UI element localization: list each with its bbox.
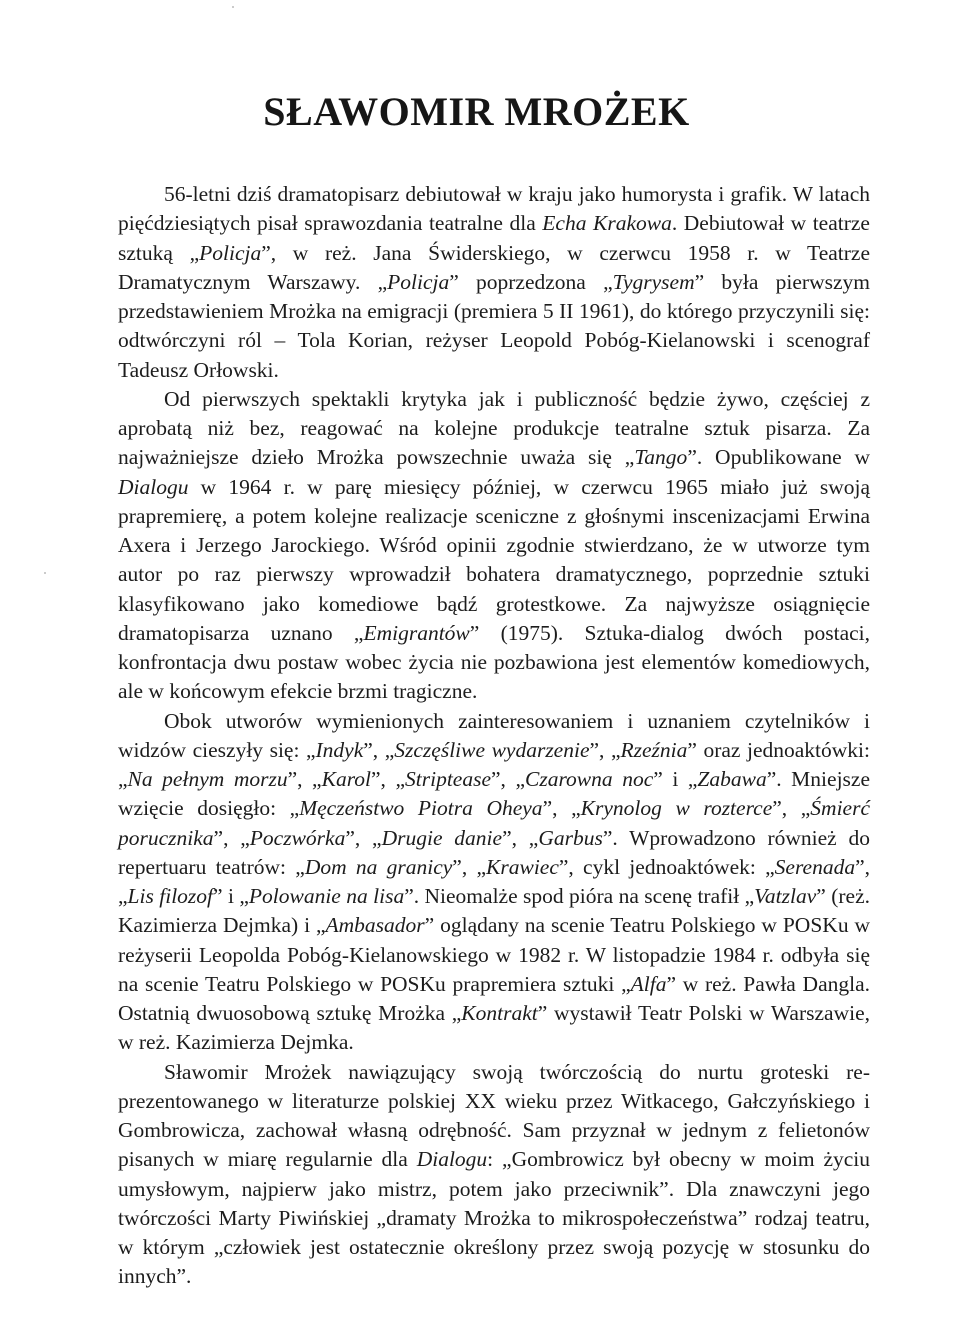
italic-run: Vatzlav (754, 884, 817, 908)
text-run: Od pierwszych spektakli krytyka jak i publiczność będzie żywo, częściej z aprobatą niż bez, reagować na kolejne produkcje teatralne sztuk pisarza. Za najważniejsze dzieło Mrożka powszechnie uważa się „ (118, 386, 870, 470)
italic-run: Kontrakt (461, 1001, 538, 1025)
text-run: ”. Nieomalże spod pióra na scenę trafił „ (404, 884, 755, 908)
italic-run: Serenada (774, 854, 856, 879)
text-run: ” i „ (213, 884, 249, 908)
italic-run: Indyk (315, 737, 364, 762)
text-run: 56-letni dziś dramatopisarz debiutował w kraju jako humorysta i grafik. W latach pięćdziesiątych pisał sprawozdania teatralne dla (118, 182, 870, 236)
page-title: SŁAWOMIR MROŻEK (263, 89, 690, 134)
italic-run: Dialogu (118, 474, 189, 499)
text-run: ”, „ (363, 737, 395, 762)
paragraph (118, 180, 870, 385)
italic-run: Policja (387, 269, 450, 294)
italic-run: Echa Krakowa (542, 211, 672, 236)
italic-run: Na pełnym morzu (127, 767, 288, 791)
italic-run: Ambasador (325, 913, 425, 938)
text-run: ” (1975). Sztuka-dialog dwóch postaci, konfrontacja dwu postaw wobec życia nie pozbawiona jest elementów komediowych, ale w końcowym efekcie brzmi tragiczne. (118, 620, 871, 704)
italic-run: Tango (634, 445, 688, 470)
italic-run: Dialogu (416, 1147, 488, 1172)
paragraph (118, 1058, 870, 1292)
italic-run: Szczęśliwe wydarzenie (394, 737, 590, 762)
italic-run: Lis filozof (127, 884, 214, 908)
text-run: Obok utworów wymienionych zainteresowaniem i uznaniem czytelników i widzów cieszyły się: „ (118, 708, 870, 762)
paragraph (118, 707, 870, 1058)
text-run: ” w reż. Pawła Dangla. Ostatnią dwuosobową sztukę Mrożka „ (118, 971, 870, 1025)
text-run: ”, „ (118, 854, 870, 908)
italic-run: Polowanie na lisa (248, 884, 405, 908)
text-run: ” oraz jednoaktówki: „ (118, 737, 870, 791)
italic-run: Emigrantów (363, 620, 470, 645)
italic-run: Policja (199, 240, 262, 265)
text-run: ” poprzedzona „ (449, 269, 613, 294)
italic-run: Striptease (405, 767, 492, 791)
italic-run: Męczeństwo Piotra Oheya (299, 796, 543, 821)
paragraph (118, 385, 870, 707)
text-run: ” wystawił Teatr Polski w Warszawie, w reż. Kazimierza Dejmka. (118, 1001, 870, 1055)
text-run: ” była pierwszym przedstawieniem Mrożka na emigracji (premiera 5 II 1961), do którego przyczynili się: odtwórczyni ról – Tola Korian, reżyser Leopold Pobóg-Kielanowski i scenograf Tadeusz Orłowski. (118, 269, 870, 382)
text-run: ”, „ (452, 854, 487, 879)
text-run: ”, „ (491, 767, 526, 791)
text-run: ”, cykl jednoaktówek: „ (558, 854, 775, 879)
italic-run: Tygrysem (612, 269, 695, 294)
italic-run: Dom na granicy (304, 854, 453, 879)
italic-run: Czarowna noc (525, 767, 654, 791)
text-run: ”. Mniejsze wzięcie dosięgło: „ (118, 767, 870, 821)
italic-run: Garbus (538, 825, 603, 850)
italic-run: Rzeźnia (620, 737, 688, 762)
scan-speck (232, 6, 234, 8)
scan-speck (44, 572, 46, 574)
text-run: ”, w reż. Jana Świderskiego, w czerwcu 1958 r. w Teatrze Dramatycznym Warszawy. „ (118, 240, 870, 294)
text-run: ”. Opublikowane w (687, 445, 871, 470)
italic-run: Alfa (630, 971, 667, 996)
italic-run: Śmierć porucznika (118, 796, 870, 850)
italic-run: Krawiec (486, 854, 559, 879)
text-run: ”, „ (589, 737, 621, 762)
text-run: ”, „ (345, 825, 382, 850)
text-run: : „Gombrowicz był obecny w moim życiu umysłowym, najpierw jako mistrz, potem jako przeciwnik”. Dla znawczyni jego twórczości Marty Piwińskiej „dramaty Mrożka to mikrospołeczeństwa” rodzaj teatru, w którym „człowiek jest ostatecznie określony przez swoją pozycję w stosunku do innych”. (118, 1147, 870, 1289)
text-run: ”, „ (371, 767, 406, 791)
text-run: Sławomir Mrożek nawiązujący swoją twórczością do nurtu groteski reprezentowanego w literaturze polskiej XX wieku przez Witkacego, Gałczyńskiego i Gombrowicza, zachował własną odrębność. Sam przyznał w jednym z felietonów pisanych w miarę regularnie dla (118, 1059, 870, 1172)
text-run: w 1964 r. w parę miesięcy później, w czerwcu 1965 miało już swoją prapremierę, a potem kolejne realizacje sceniczne z głośnymi inscenizacjami Erwina Axera i Jerzego Jarockiego. Wśród opinii zgodnie stwierdzano, że w utworze tym autor po raz pierwszy wprowadził bohatera dramatycznego, poprzednie sztuki klasyfikowano jako komediowe bądź grotestkowe. Za najwyższe osiągnięcie dramatopisarza uznano „ (118, 474, 870, 645)
italic-run: Krynolog w rozterce (580, 796, 773, 821)
text-run: ” oglądany na scenie Teatru Polskiego w POSKu w reżyserii Leopolda Pobóg-Kielanowskiego w 1982 r. W listopadzie 1984 r. odbyła się na scenie Teatru Polskiego w POSKu prapremiera sztuki „ (118, 913, 870, 996)
italic-run: Zabawa (697, 767, 767, 791)
text-run: ” (reż. Kazimierza Dejmka) i „ (118, 884, 871, 938)
text-run: ” i „ (653, 767, 698, 791)
article-body (118, 180, 870, 1292)
text-run: ”, „ (772, 796, 811, 821)
text-run: ”, „ (287, 767, 322, 791)
text-run: . Debiutował w teatrze sztuką „ (118, 211, 870, 265)
italic-run: Poczwórka (249, 825, 346, 850)
text-run: ”, „ (542, 796, 581, 821)
text-run: ”, „ (502, 825, 539, 850)
italic-run: Karol (321, 767, 371, 791)
italic-run: Drugie danie (381, 825, 503, 850)
text-run: ”. Wprowadzono również do repertuaru teatrów: „ (118, 825, 871, 879)
text-run: ”, „ (213, 825, 250, 850)
